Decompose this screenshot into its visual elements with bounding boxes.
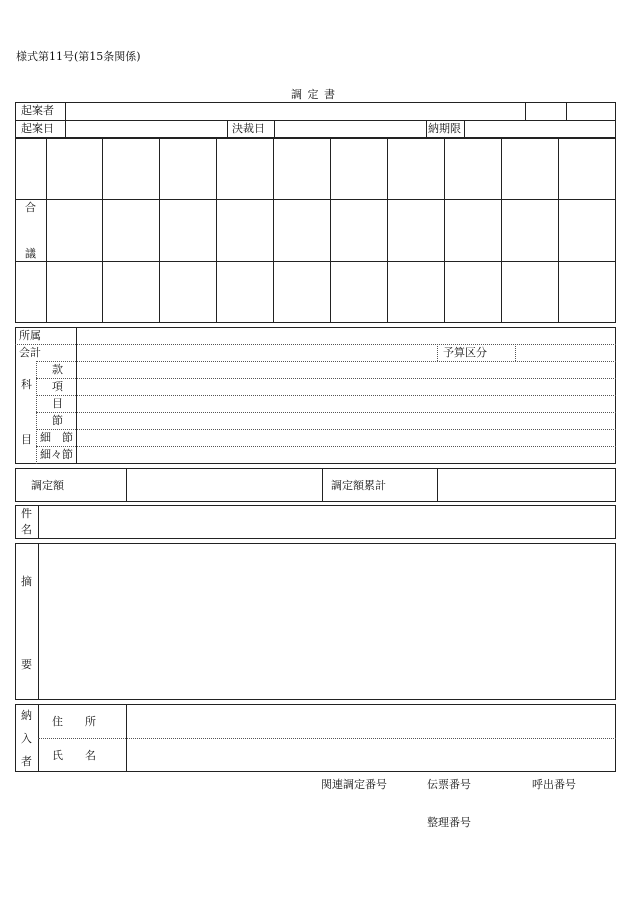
choteigaku-label: 調定額 — [31, 479, 64, 492]
shozoku-field[interactable] — [77, 328, 615, 344]
kaikei-field[interactable] — [77, 345, 436, 361]
subject-label-1: 件 — [21, 507, 32, 520]
kianbi-field[interactable] — [66, 121, 226, 137]
payer-label-1: 納 — [21, 709, 32, 722]
kaikei-label: 会計 — [19, 346, 41, 359]
saisaisetsu-field[interactable] — [77, 447, 615, 463]
kan-label: 款 — [52, 363, 63, 376]
kamoku-label-2: 目 — [21, 433, 32, 446]
kianshya-label: 起案者 — [21, 104, 54, 117]
moku-field[interactable] — [77, 396, 615, 412]
consultation-grid — [15, 138, 616, 323]
gougi-label-2: 議 — [25, 247, 36, 260]
kessaibi-label: 決裁日 — [232, 122, 265, 135]
approver-seal-1[interactable] — [526, 103, 565, 119]
summary-field[interactable] — [39, 544, 615, 699]
yosan-kubun-field[interactable] — [516, 345, 615, 361]
address-field[interactable] — [127, 705, 615, 737]
setsu-field[interactable] — [77, 413, 615, 429]
choteigaku-field[interactable] — [127, 469, 321, 501]
summary-label-2: 要 — [21, 658, 32, 671]
yosan-kubun-label: 予算区分 — [443, 346, 487, 359]
form-number: 様式第11号(第15条関係) — [16, 50, 141, 63]
address-label: 住 所 — [52, 715, 96, 728]
moku-label: 目 — [52, 397, 63, 410]
kanren-label: 関連調定番号 — [321, 778, 387, 791]
setsu-label: 節 — [52, 414, 63, 427]
gougi-label-1: 合 — [25, 201, 36, 214]
ruikei-field[interactable] — [438, 469, 615, 501]
kan-field[interactable] — [77, 362, 615, 378]
saisetsu-label: 細 節 — [40, 431, 73, 444]
kou-label: 項 — [52, 380, 63, 393]
ruikei-label: 調定額累計 — [331, 479, 386, 492]
nouki-field[interactable] — [465, 121, 615, 137]
page-title: 調 定 書 — [291, 88, 336, 101]
name-label: 氏 名 — [52, 749, 96, 762]
kianshya-field[interactable] — [66, 103, 524, 119]
approver-seal-2[interactable] — [567, 103, 615, 119]
payer-label-3: 者 — [21, 755, 32, 768]
saisaisetsu-label: 細々節 — [40, 448, 73, 461]
shozoku-label: 所属 — [19, 329, 41, 342]
kianbi-label: 起案日 — [21, 122, 54, 135]
yobidashi-label: 呼出番号 — [532, 778, 576, 791]
kou-field[interactable] — [77, 379, 615, 395]
summary-label-1: 摘 — [21, 575, 32, 588]
subject-label-2: 名 — [21, 523, 32, 536]
denpyo-label: 伝票番号 — [427, 778, 471, 791]
saisetsu-field[interactable] — [77, 430, 615, 446]
kessaibi-field[interactable] — [275, 121, 425, 137]
seiri-label: 整理番号 — [427, 816, 471, 829]
name-field[interactable] — [127, 739, 615, 771]
nouki-label: 納期限 — [428, 122, 461, 135]
kamoku-label-1: 科 — [21, 378, 32, 391]
subject-field[interactable] — [39, 506, 615, 538]
payer-label-2: 入 — [21, 732, 32, 745]
